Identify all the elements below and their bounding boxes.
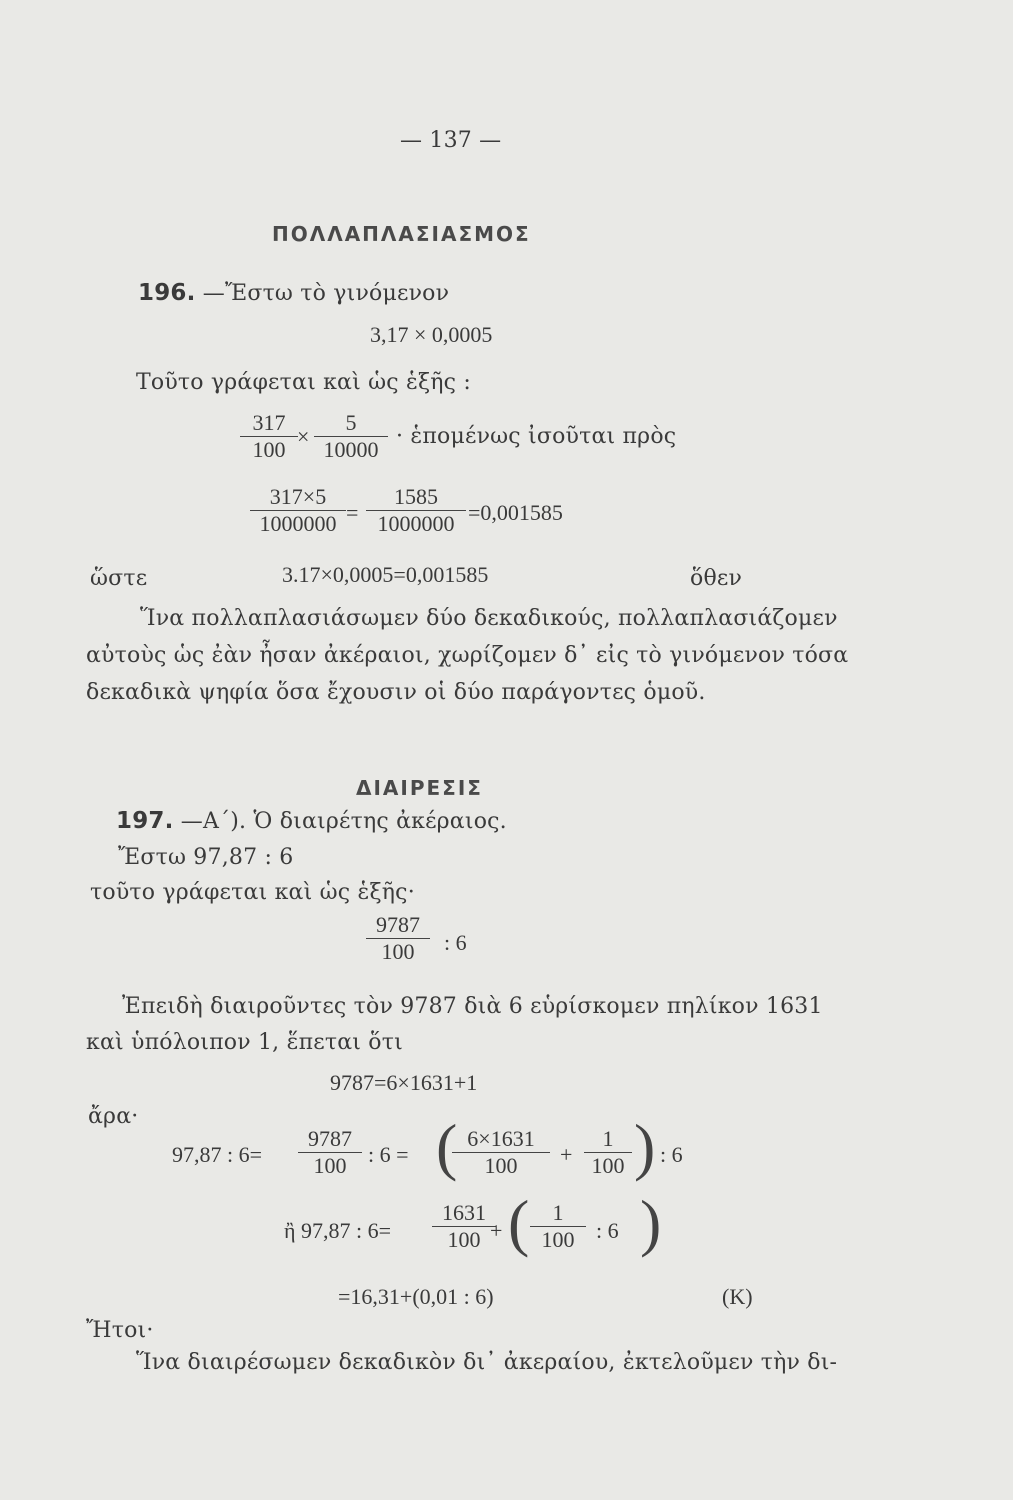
eq1-paren-fraction-1 [452,1126,550,1179]
result-line: 3.17×0,0005=0,001585 [282,562,489,587]
numerator: 5 [345,410,357,435]
open-paren: ( [436,1111,458,1182]
denominator: 100 [530,1226,586,1253]
times-sign: × [297,424,310,449]
section-196-intro [138,280,449,306]
open-paren-2: ( [508,1187,530,1258]
section-heading-multiplication: ΠΟΛΛΑΠΛΑΣΙΑΣΜΟΣ [272,222,531,246]
hence-word: ἄρα· [88,1104,139,1129]
denominator: 10000 [314,436,388,463]
numerator: 1 [602,1126,614,1151]
denominator: 100 [366,938,430,965]
denominator: 100 [298,1152,362,1179]
numerator: 317×5 [269,484,327,509]
close-paren: ) [634,1111,656,1182]
page-number: — 137 — [400,128,502,153]
denominator: 100 [240,436,298,463]
result-equals: =0,001585 [468,500,563,525]
denominator: 100 [584,1152,632,1179]
since-line-1: Ἐπειδὴ διαιροῦντες τὸν 9787 διὰ 6 εὑρίσκομεν πηλίκον 1631 [122,994,823,1019]
since-line-2: καὶ ὑπόλοιπον 1, ἕπεται ὅτι [86,1030,403,1055]
numerator: 9787 [308,1126,352,1151]
therefore-word: ὥστε [90,566,148,591]
written-as-text: Τοῦτο γράφεται καὶ ὡς ἑξῆς : [136,370,471,395]
denominator: 1000000 [366,510,466,537]
divide-six: : 6 [444,930,467,955]
denominator: 100 [452,1152,550,1179]
eq2-tail: : 6 [596,1218,619,1243]
eq1-left: 97,87 : 6= [172,1142,263,1167]
consequently-text: · ἑπομένως ἰσοῦται πρὸς [396,424,677,449]
numerator: 1 [552,1200,564,1225]
close-paren-2: ) [640,1187,662,1258]
section-197-title [116,808,507,834]
numerator: 1631 [442,1200,486,1225]
denominator: 100 [432,1226,496,1253]
namely-word: Ἤτοι· [86,1318,154,1343]
numerator: 6×1631 [467,1126,535,1151]
section-heading-division: ΔΙΑΙΡΕΣΙΣ [356,776,483,800]
fraction-317-100 [240,410,298,463]
product-expression: 3,17 × 0,0005 [370,322,493,347]
section-number: 197. [116,808,174,834]
whence-word: ὅθεν [690,566,743,591]
fraction-317x5 [250,484,346,537]
plus-sign: + [560,1142,573,1167]
numerator: 317 [252,410,286,435]
eq2-fraction [432,1200,496,1253]
fraction-9787-100 [366,912,430,965]
eq1-mid: : 6 = [368,1142,409,1167]
eq2-left: ἢ 97,87 : 6= [284,1218,392,1243]
equals-sign: = [346,500,359,525]
numerator: 1585 [394,484,438,509]
rule-line-3: δεκαδικὰ ψηφία ὅσα ἔχουσιν οἱ δύο παράγοντες ὁμοῦ. [86,680,706,705]
eq2-paren-fraction [530,1200,586,1253]
eq1-tail: : 6 [660,1142,683,1167]
intro-text: —Ἔστω τὸ γινόμενον [202,281,450,306]
eq3: =16,31+(0,01 : 6) [338,1284,494,1309]
denominator: 1000000 [250,510,346,537]
identity-line: 9787=6×1631+1 [330,1070,478,1095]
equation-label: (K) [722,1284,753,1309]
written-as-text-2: τοῦτο γράφεται καὶ ὡς ἑξῆς· [90,880,415,905]
numerator: 9787 [376,912,420,937]
section-number: 196. [138,280,196,306]
case-title: —Α΄). Ὁ διαιρέτης ἀκέραιος. [180,809,507,834]
last-line: Ἵνα διαιρέσωμεν δεκαδικὸν δι᾽ ἀκεραίου, ἐκτελοῦμεν τὴν δι- [136,1350,838,1375]
rule-line-1: Ἵνα πολλαπλασιάσωμεν δύο δεκαδικούς, πολλαπλασιάζομεν [140,606,838,631]
let-line: Ἔστω 97,87 : 6 [118,845,294,870]
eq2-plus: + [490,1218,503,1243]
rule-line-2: αὐτοὺς ὡς ἐὰν ἦσαν ἀκέραιοι, χωρίζομεν δ᾽ εἰς τὸ γινόμενον τόσα [86,643,849,668]
fraction-1585 [366,484,466,537]
eq1-paren-fraction-2 [584,1126,632,1179]
eq1-fraction [298,1126,362,1179]
fraction-5-10000 [314,410,388,463]
